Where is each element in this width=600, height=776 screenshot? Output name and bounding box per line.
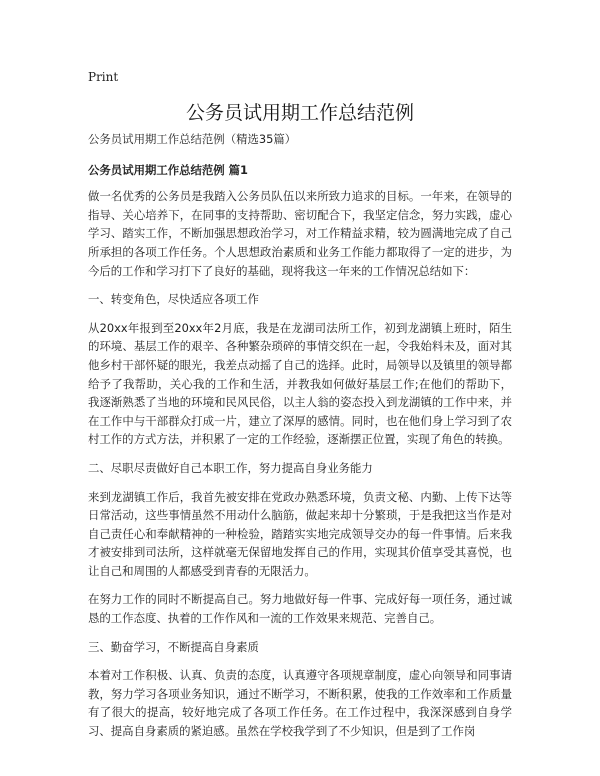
paragraph-4: 本着对工作积极、认真、负责的态度，认真遵守各项规章制度，虚心向领导和同事请教，努力学习各项业务知识，通过不断学习，不断积累，使我的工作效率和工作质量有了很大的提高，较好地完成了各项工作任务。在工作过程中，我深深感到自身学习、提高自身素质的紧迫感。虽然在学校我学到了不少知识，但是到了工作岗 bbox=[88, 668, 512, 739]
page-title: 公务员试用期工作总结范例 bbox=[185, 102, 414, 124]
print-link[interactable]: Print bbox=[88, 70, 119, 84]
section-heading-1: 一、转变角色，尽快适应各项工作 bbox=[88, 292, 259, 307]
paragraph-1: 从20xx年报到至20xx年2月底，我是在龙湖司法所工作，初到龙湖镇上班时，陌生的环境、基层工作的艰辛、各种繁杂琐碎的事情交织在一起，令我始料未及，面对其他乡村干部怀疑的眼光，我差点动摇了自己的选择。此时，局领导以及镇里的领导都给予了我帮助，关心我的工作和生活，并教我如何做好基层工作;在他们的帮助下，我逐渐熟悉了当地的环境和民风民俗，以主人翁的姿态投入到龙湖镇的工作中来，并在工作中与干部群众打成一片，建立了深厚的感情。同时，也在他们身上学习到了农村工作的方式方法，并积累了一定的工作经验，逐渐摆正位置，实现了角色的转换。 bbox=[88, 320, 512, 447]
paragraph-3: 在努力工作的同时不断提高自己。努力地做好每一件事、完成好每一项任务，通过诚恳的工作态度、执着的工作作风和一流的工作效果来规范、完善自己。 bbox=[88, 592, 512, 626]
document-subtitle: 公务员试用期工作总结范例（精选35篇） bbox=[88, 132, 297, 146]
paragraph-2: 来到龙湖镇工作后，我首先被安排在党政办熟悉环境，负责文秘、内勤、上传下达等日常活动，这些事情虽然不用动什么脑筋，做起来却十分繁琐，于是我把这当作是对自己责任心和奉献精神的一种检验，踏踏实实地完成领导交办的每一件事情。后来我才被安排到司法所，这样就毫无保留地发挥自己的作用，实现其价值享受其喜悦，也让自己和周围的人都感受到青春的无限活力。 bbox=[88, 489, 512, 578]
intro-paragraph: 做一名优秀的公务员是我踏入公务员队伍以来所致力追求的目标。一年来，在领导的指导、关心培养下，在同事的支持帮助、密切配合下，我坚定信念，努力实践，虚心学习、踏实工作，不断加强思想政治学习，对工作精益求精，较为圆满地完成了自己所承担的各项工作任务。个人思想政治素质和业务工作能力都取得了一定的进步，为今后的工作和学习打下了良好的基础，现将我这一年来的工作情况总结如下： bbox=[88, 189, 512, 278]
document-body bbox=[88, 130, 512, 751]
article-heading: 公务员试用期工作总结范例 篇1 bbox=[88, 162, 248, 177]
section-heading-2: 二、尽职尽责做好自己本职工作，努力提高自身业务能力 bbox=[88, 460, 373, 475]
section-heading-3: 三、勤奋学习，不断提高自身素质 bbox=[88, 639, 259, 654]
